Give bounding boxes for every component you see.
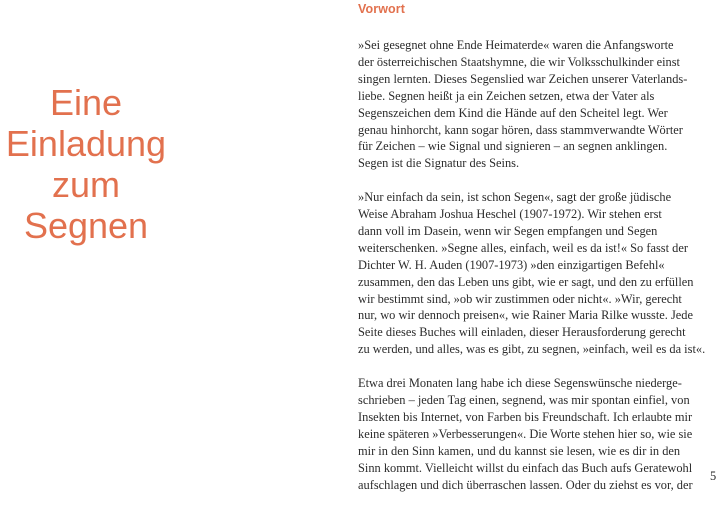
chapter-title-line: Einladung [5, 123, 167, 164]
text-line: zusammen, den das Leben uns gibt, wie er sagt, und den zu erfüllen [358, 274, 694, 289]
text-line: Insekten bis Internet, von Farben bis Freundschaft. Ich erlaubte mir [358, 409, 693, 424]
body-text [358, 37, 706, 510]
chapter-title-line: zum [51, 164, 120, 205]
text-line: »Nur einfach da sein, ist schon Segen«, sagt der große jüdische [358, 190, 672, 205]
text-line: der österreichischen Staatshymne, die wir Volksschulkinder einst [358, 54, 680, 69]
text-line: Segenszeichen dem Kind die Hände auf den Scheitel legt. Wer [358, 105, 668, 120]
text-line: Etwa drei Monaten lang habe ich diese Segenswünsche niederge- [358, 376, 682, 391]
chapter-title-line: Segnen [23, 205, 149, 246]
text-line: keine späteren »Verbesserungen«. Die Worte stehen hier so, wie sie [358, 426, 693, 441]
text-line: Sinn kommt. Vielleicht willst du einfach das Buch aufs Geratewohl [358, 460, 693, 475]
text-line: Seite dieses Buches will einladen, dieser Herausforderung gerecht [358, 325, 686, 340]
paragraph [358, 189, 706, 358]
text-line: »Sei gesegnet ohne Ende Heimaterde« waren die Anfangsworte [358, 38, 674, 52]
chapter-title [0, 82, 172, 246]
text-line: mir in den Sinn kamen, und du kannst sie lesen, wie es dir in den [358, 443, 681, 458]
text-line: nur, wo wir dennoch preisen«, wie Rainer Maria Rilke wusste. Jede [358, 308, 693, 323]
text-line: Weise Abraham Joshua Heschel (1907-1972). Wir stehen erst [358, 207, 662, 222]
text-line: aufschlagen und dich überraschen lassen. Oder du ziehst es vor, der [358, 477, 693, 492]
text-line: schrieben – jeden Tag einen, segnend, was mir spontan einfiel, von [358, 393, 690, 407]
text-line: singen lernten. Dieses Segenslied war Zeichen unserer Vaterlands- [358, 71, 688, 86]
text-line: Segen ist die Signatur des Seins. [358, 156, 520, 171]
text-line: weiterschenken. »Segne alles, einfach, weil es da ist!« So fasst der [358, 240, 688, 255]
text-line: Dichter W. H. Auden (1907-1973) »den einzigartigen Befehl« [358, 257, 665, 272]
text-line: liebe. Segnen heißt ja ein Zeichen setzen, etwa der Vater als [358, 88, 655, 103]
text-line: genau hinhorcht, kann sogar hören, dass stammverwandte Wörter [358, 122, 683, 137]
text-line: für Zeichen – wie Signal und signieren – an segnen anklingen. [358, 139, 668, 154]
section-label: Vorwort [358, 2, 405, 16]
page-number: 5 [710, 469, 717, 483]
text-line: zu werden, und alles, was es gibt, zu segnen, »einfach, weil es da ist«. [358, 342, 706, 357]
paragraph [358, 375, 693, 493]
chapter-title-line: Eine [49, 82, 123, 123]
text-line: dann voll im Dasein, wenn wir Segen empfangen und Segen [358, 223, 658, 238]
text-line: wir bestimmt sind, »ob wir zustimmen oder nicht«. »Wir, gerecht [358, 291, 682, 306]
paragraph [358, 37, 688, 172]
